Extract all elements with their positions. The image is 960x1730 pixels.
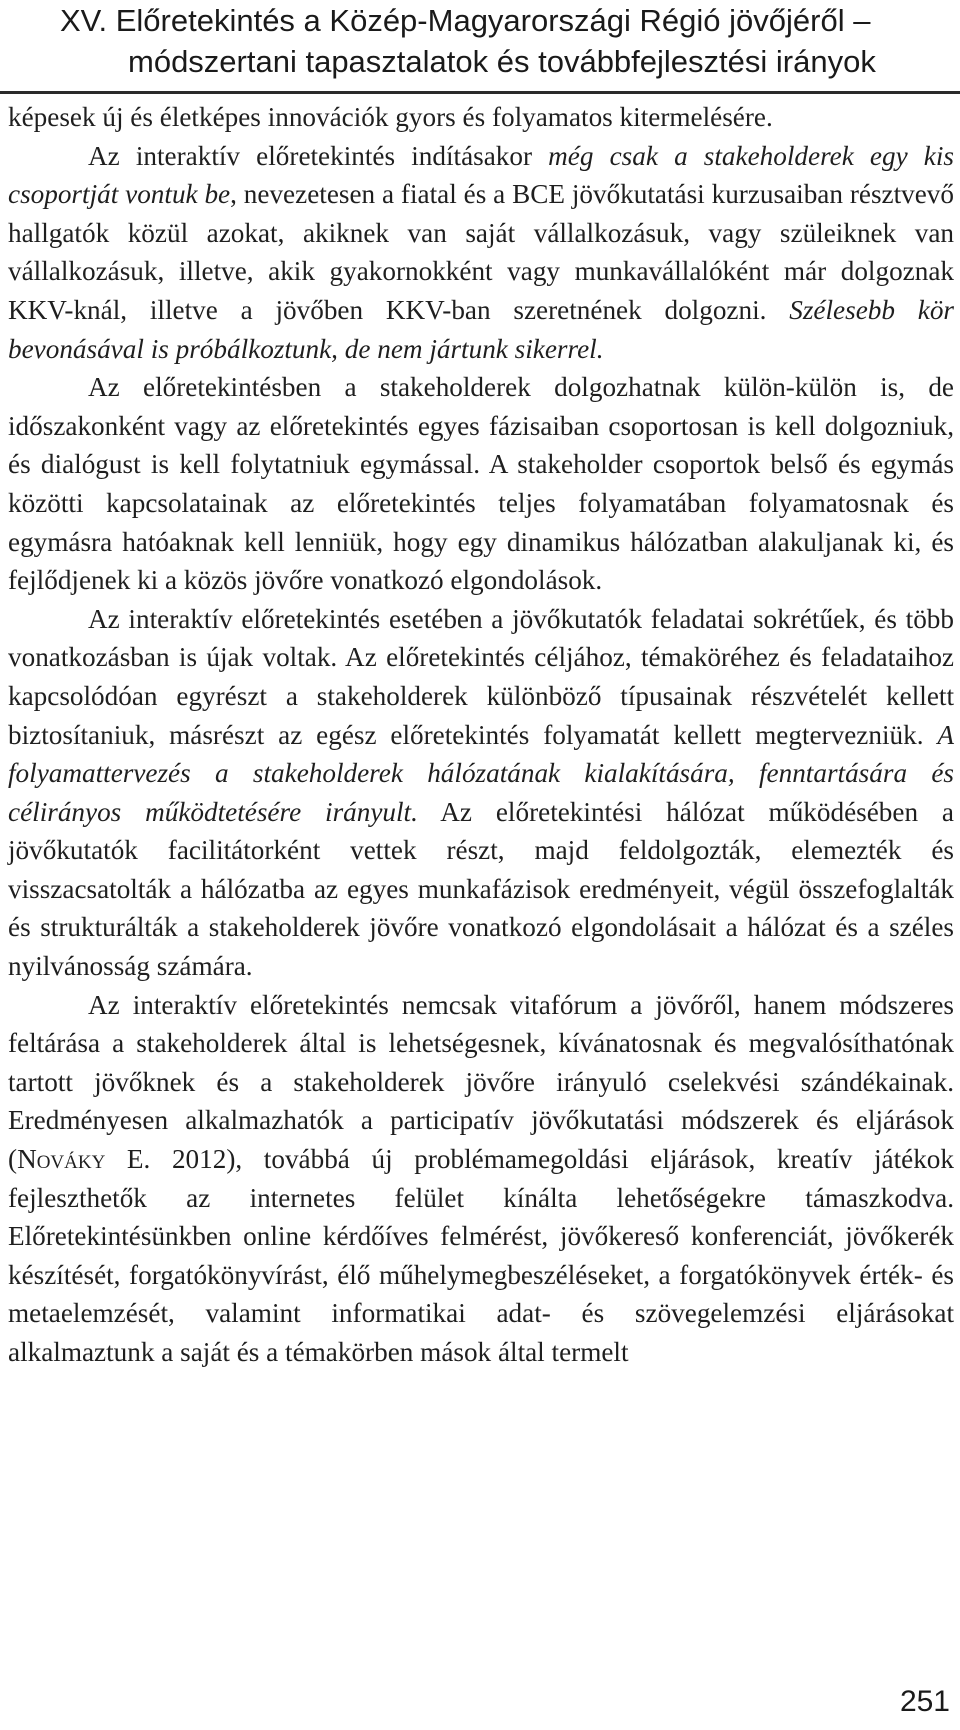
- italic-text: Szélesebb kör bevonásával is próbálkoztunk, de nem jártunk sikerrel.: [8, 294, 954, 364]
- paragraph: [8, 368, 954, 600]
- italic-text: A folyamattervezés a stakeholderek hálózatának kialakítására, fenntartására és célirányos működtetésére irányult.: [8, 719, 954, 827]
- running-header: [60, 0, 940, 82]
- text-run: Az interaktív előretekintés esetében a jövőkutatók feladatai sokrétűek, és több vonatkozásban is újak voltak. Az előretekintés céljához, témaköréhez és feladataihoz kapcsolódóan egyrészt a stakeholderek különböző típusainak részvételét kellett biztosítaniuk, másrészt az egész előretekintés folyamatát kellett megtervezniük.: [8, 603, 954, 750]
- header-rule: [0, 91, 960, 94]
- text-run: Az interaktív előretekintés nemcsak vitafórum a jövőről, hanem módszeres feltárása a stakeholderek által is lehetségesnek, kívánatosnak és megvalósíthatónak tartott jövőknek és a stakeholderek jövőre irányuló cselekvési szándékainak. Eredményesen alkalmazhatók a participatív jövőkutatási módszerek és eljárások (: [8, 989, 954, 1175]
- running-header-line-2: módszertani tapasztalatok és továbbfejlesztési irányok: [128, 44, 876, 79]
- text-run: Az előretekintési hálózat működésében a jövőkutatók facilitátorként vettek részt, majd feldolgozták, elemezték és visszacsatolták a hálózatba az egyes munkafázisok eredményeit, végül összefoglalták és strukturálták a stakeholderek jövőre vonatkozó elgondolásait a hálózat és a széles nyilvánosság számára.: [8, 796, 954, 982]
- text-run: Az interaktív előretekintés indításakor: [88, 140, 549, 171]
- text-run: , nevezetesen a fiatal és a BCE jövőkutatási kurzusaiban résztvevő hallgatók közül azokat, akiknek van saját vállalkozásuk, vagy szüleiknek van vállalkozásuk, illetve, akik gyakornokként vagy munkavállalóként már dolgoznak KKV-knál, illetve a jövőben KKV-ban szeretnének dolgozni.: [8, 179, 954, 325]
- text-run: E. 2012), továbbá új problémamegoldási eljárások, kreatív játékok fejleszthetők az internetes felület kínálta lehetőségekre támaszkodva. Előretekintésünkben online kérdőíves felmérést, jövőkereső konferenciát, jövőkerék készítését, forgatókönyvírást, élő műhelymegbeszéléseket, a forgatókönyvek érték- és metaelemzését, valamint informatikai adat- és szövegelemzési eljárásokat alkalmaztunk a saját és a témakörben mások által termelt: [8, 1144, 954, 1367]
- italic-text: még csak a stakeholderek egy kis csoportját vontuk be: [8, 140, 954, 210]
- author-name: Nováky: [17, 1144, 106, 1175]
- paragraph: [8, 600, 954, 986]
- text-run: képesek új és életképes innovációk gyors és folyamatos kitermelésére.: [8, 102, 773, 132]
- text-run: Az előretekintésben a stakeholderek dolgozhatnak külön-külön is, de időszakonként vagy az előretekintés egyes fázisaiban csoportosan is kell dolgozniuk, és dialógust is kell folytatniuk egymással. A stakeholder csoportok belső és egymás közötti kapcsolatainak az előretekintés teljes folyamatában folyamatosnak és egymásra hatóaknak kell lenniük, hogy egy dinamikus hálózatban alakuljanak ki, és fejlődjenek ki a közös jövőre vonatkozó elgondolások.: [8, 372, 954, 596]
- paragraph: [8, 986, 954, 1372]
- body-text: [8, 98, 954, 1372]
- running-header-line-1: XV. Előretekintés a Közép-Magyarországi Régió jövőjéről –: [60, 3, 871, 38]
- page-number: 251: [899, 1685, 950, 1718]
- paragraph: [8, 137, 954, 369]
- paragraph: [8, 98, 954, 137]
